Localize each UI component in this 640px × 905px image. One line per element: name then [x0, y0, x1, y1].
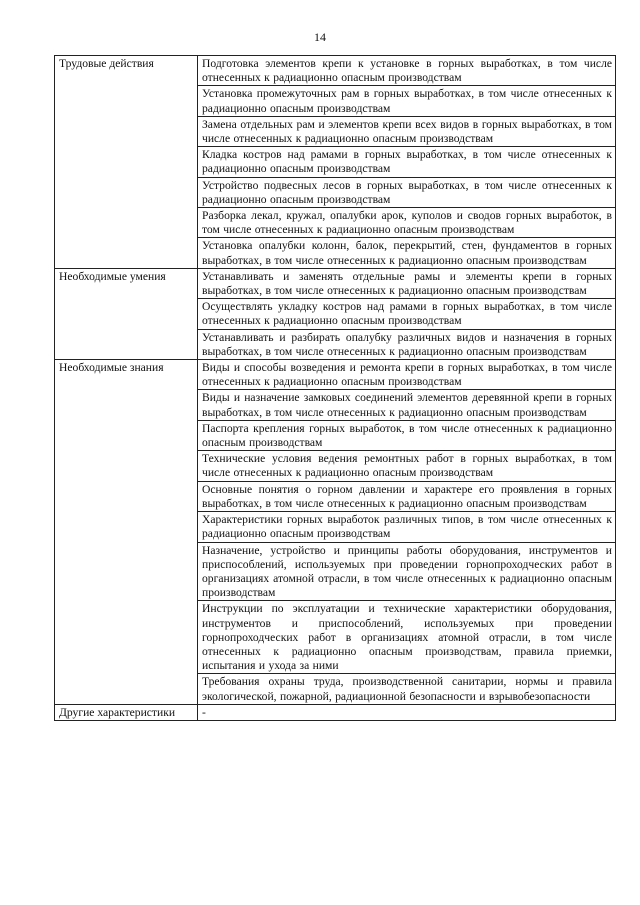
section-item: Инструкции по эксплуатации и технические характеристики оборудования, инструментов и приспособлений, используемых при проведении горнопроходческих работ в организациях атомной отрасли, в том числе отнесенных к радиационно опасным производствам, правила приемки, испытания и ухода за ними: [198, 601, 616, 674]
section-label: Необходимые умения: [55, 268, 198, 359]
section-item: Технические условия ведения ремонтных работ в горных выработках, в том числе отнесенных к радиационно опасным производствам: [198, 451, 616, 481]
section-item: Кладка костров над рамами в горных выработках, в том числе отнесенных к радиационно опасным производствам: [198, 147, 616, 177]
section-item: Назначение, устройство и принципы работы оборудования, инструментов и приспособлений, используемых при проведении горнопроходческих работ в организациях атомной отрасли, в том числе отнесенных к радиационно опасным производствам: [198, 542, 616, 601]
section-item: Подготовка элементов крепи к установке в горных выработках, в том числе отнесенных к радиационно опасным производствам: [198, 56, 616, 86]
table-row: [55, 360, 616, 390]
competency-table-body: [55, 56, 616, 721]
section-item: Характеристики горных выработок различных типов, в том числе отнесенных к радиационно опасным производствам: [198, 512, 616, 542]
section-item: Установка промежуточных рам в горных выработках, в том числе отнесенных к радиационно опасным производствам: [198, 86, 616, 116]
section-label: Необходимые знания: [55, 360, 198, 705]
section-item: Требования охраны труда, производственной санитарии, нормы и правила экологической, пожарной, радиационной безопасности и взрывобезопасности: [198, 674, 616, 704]
section-item: Разборка лекал, кружал, опалубки арок, куполов и сводов горных выработок, в том числе отнесенных к радиационно опасным производствам: [198, 208, 616, 238]
table-row: [55, 56, 616, 86]
section-item: Установка опалубки колонн, балок, перекрытий, стен, фундаментов в горных выработках, в том числе отнесенных к радиационно опасным производствам: [198, 238, 616, 268]
section-item: Устройство подвесных лесов в горных выработках, в том числе отнесенных к радиационно опасным производствам: [198, 177, 616, 207]
section-label: Трудовые действия: [55, 56, 198, 269]
table-row: [55, 268, 616, 298]
competency-table: [54, 55, 616, 721]
section-item: Устанавливать и разбирать опалубку различных видов и назначения в горных выработках, в том числе отнесенных к радиационно опасным производствам: [198, 329, 616, 359]
page-number: 14: [314, 30, 326, 44]
section-item: Паспорта крепления горных выработок, в том числе отнесенных к радиационно опасным производствам: [198, 420, 616, 450]
table-row: [55, 704, 616, 720]
section-item: Замена отдельных рам и элементов крепи всех видов в горных выработках, в том числе отнесенных к радиационно опасным производствам: [198, 116, 616, 146]
section-item: -: [198, 704, 616, 720]
section-item: Основные понятия о горном давлении и характере его проявления в горных выработках, в том числе отнесенных к радиационно опасным производствам: [198, 481, 616, 511]
section-item: Виды и способы возведения и ремонта крепи в горных выработках, в том числе отнесенных к радиационно опасным производствам: [198, 360, 616, 390]
section-item: Устанавливать и заменять отдельные рамы и элементы крепи в горных выработках, в том числе отнесенных к радиационно опасным производствам: [198, 268, 616, 298]
section-label: Другие характеристики: [55, 704, 198, 720]
section-item: Осуществлять укладку костров над рамами в горных выработках, в том числе отнесенных к радиационно опасным производствам: [198, 299, 616, 329]
section-item: Виды и назначение замковых соединений элементов деревянной крепи в горных выработках, в том числе отнесенных к радиационно опасным производствам: [198, 390, 616, 420]
